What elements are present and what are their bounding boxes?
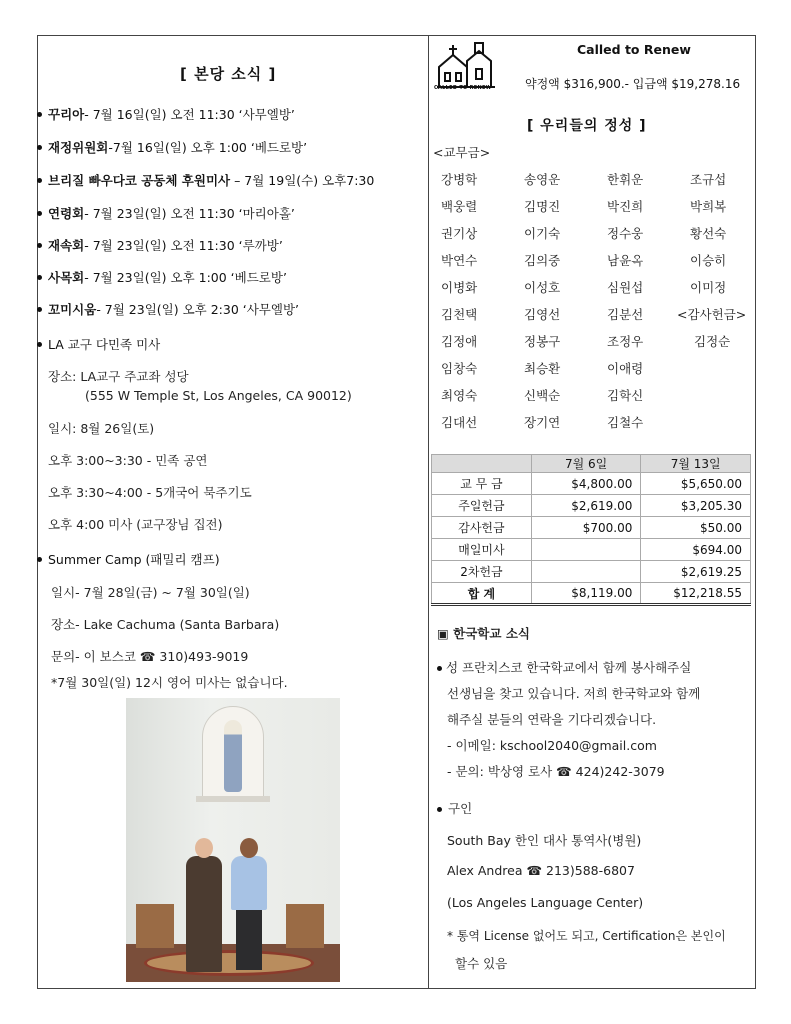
- donor-name: 이병화: [441, 280, 478, 295]
- parish-item-2: [37, 138, 307, 156]
- donor-name: 한휘운: [607, 172, 644, 187]
- donor-name: 이기숙: [524, 226, 561, 241]
- cell-value: $2,619.00: [531, 495, 641, 517]
- donor-name: 남윤옥: [607, 253, 644, 268]
- item-detail: - 7월 23일(일) 오전 11:30 ‘마리아홀’: [84, 206, 295, 221]
- cell-value: $12,218.55: [641, 583, 751, 605]
- camp-date: 일시- 7월 28일(금) ~ 7월 30일(일): [51, 585, 250, 600]
- table-row: [432, 495, 751, 517]
- mary-statue-icon: [224, 720, 242, 792]
- row-label: 매일미사: [432, 539, 532, 561]
- school-line-1-text: 성 프란치스코 한국학교에서 함께 봉사해주실: [446, 660, 692, 675]
- donor-name: 송영운: [524, 172, 561, 187]
- header-cell: 7월 6일: [531, 455, 641, 473]
- jobs-line-1: South Bay 한인 대사 통역사(병원): [447, 833, 642, 848]
- item-detail: - 7월 23일(일) 오후 2:30 ‘사무엘방’: [96, 302, 299, 317]
- la-mass-heading: [37, 335, 160, 353]
- parish-news-title: [ 본당 소식 ]: [180, 65, 277, 83]
- school-line-2: 선생님을 찾고 있습니다. 저희 한국학교와 함께: [447, 686, 701, 701]
- school-contact: - 문의: 박상영 로사 ☎ 424)242-3079: [447, 764, 665, 779]
- table-row: [432, 517, 751, 539]
- jobs-heading: [437, 799, 472, 817]
- item-name: 꼬미시움: [48, 302, 97, 317]
- parish-item-7: [37, 300, 299, 318]
- bullet-icon: [37, 112, 42, 117]
- jobs-line-3: (Los Angeles Language Center): [447, 895, 644, 910]
- cell-value: $3,205.30: [641, 495, 751, 517]
- cell-value: [531, 539, 641, 561]
- donor-name: 정봉구: [524, 334, 561, 349]
- donor-name: 김대선: [441, 415, 478, 430]
- item-name: 꾸리아: [48, 107, 85, 122]
- donor-name: 권기상: [441, 226, 478, 241]
- donor-name: 신백순: [524, 388, 561, 403]
- donor-name: 박연수: [441, 253, 478, 268]
- jobs-line-5: 할수 있음: [455, 956, 508, 971]
- offerings-column: [429, 35, 756, 989]
- parish-news-column: [37, 35, 428, 989]
- la-mass-date: 일시: 8월 26일(토): [48, 421, 155, 436]
- donor-name: 이애령: [607, 361, 644, 376]
- camp-note: *7월 30일(일) 12시 영어 미사는 없습니다.: [51, 675, 288, 690]
- parish-item-4: [37, 204, 295, 222]
- offering-title: [ 우리들의 정성 ]: [527, 118, 647, 134]
- cell-value: $4,800.00: [531, 473, 641, 495]
- donor-name: 임창숙: [441, 361, 478, 376]
- bullet-icon: [437, 807, 442, 812]
- donor-name: 이승히: [690, 253, 727, 268]
- bullet-icon: [37, 557, 42, 562]
- renew-title: Called to Renew: [577, 42, 691, 57]
- school-line-1: [437, 658, 691, 676]
- camp-contact: 문의- 이 보스코 ☎ 310)493-9019: [51, 649, 249, 664]
- cell-value: $2,619.25: [641, 561, 751, 583]
- table-row: [432, 473, 751, 495]
- cell-value: $5,650.00: [641, 473, 751, 495]
- row-label: 감사헌금: [432, 517, 532, 539]
- bullet-icon: [437, 666, 442, 671]
- camp-heading: [37, 550, 220, 568]
- donor-name: 박진희: [607, 199, 644, 214]
- la-mass-place: 장소: LA교구 주교좌 성당: [48, 369, 189, 384]
- donor-name: 김영선: [524, 307, 561, 322]
- donor-name: 백웅렬: [441, 199, 478, 214]
- renew-amounts: 약정액 $316,900.- 입금액 $19,278.16: [525, 77, 741, 91]
- parish-item-3: [37, 171, 374, 189]
- cell-value: [531, 561, 641, 583]
- table-row: [432, 561, 751, 583]
- school-heading: ▣ 한국학교 소식: [437, 626, 530, 641]
- donor-name: 김분선: [607, 307, 644, 322]
- bullet-icon: [37, 243, 42, 248]
- donor-name: 조규섭: [690, 172, 727, 187]
- camp-place: 장소- Lake Cachuma (Santa Barbara): [51, 617, 280, 632]
- donor-name: 이성호: [524, 280, 561, 295]
- donor-name: 김학신: [607, 388, 644, 403]
- bullet-icon: [37, 342, 42, 347]
- item-name: 연령회: [48, 206, 85, 221]
- donor-name: 황선숙: [690, 226, 727, 241]
- jobs-line-2: Alex Andrea ☎ 213)588-6807: [447, 863, 635, 878]
- jobs-heading-text: 구인: [448, 801, 473, 816]
- bullet-icon: [37, 307, 42, 312]
- item-name: 사목회: [48, 270, 85, 285]
- priest-figure: [186, 838, 222, 972]
- jobs-line-4: * 통역 License 없어도 되고, Certification은 본인이: [447, 929, 726, 943]
- item-detail: - 7월 16일(일) 오전 11:30 ‘사무엘방’: [84, 107, 295, 122]
- row-label: 교 무 금: [432, 473, 532, 495]
- bullet-icon: [37, 275, 42, 280]
- donor-name: 김철수: [607, 415, 644, 430]
- donor-name: 최승환: [524, 361, 561, 376]
- row-label: 합 계: [432, 583, 532, 605]
- row-label: 주일헌금: [432, 495, 532, 517]
- donor-name: 김정순: [694, 334, 731, 349]
- finance-table: [431, 454, 751, 606]
- thanks-category: <감사헌금>: [677, 307, 747, 322]
- donor-name: 정수웅: [607, 226, 644, 241]
- cell-value: $50.00: [641, 517, 751, 539]
- item-detail: - 7월 23일(일) 오후 1:00 ‘베드로방’: [84, 270, 287, 285]
- donation-category: <교무금>: [433, 145, 491, 160]
- header-cell: 7월 13일: [641, 455, 751, 473]
- donor-name: 조정우: [607, 334, 644, 349]
- table-total-row: [432, 583, 751, 605]
- bullet-icon: [37, 178, 42, 183]
- la-mass-heading-text: LA 교구 다민족 미사: [48, 337, 161, 352]
- donor-name: 이미정: [690, 280, 727, 295]
- cell-value: $694.00: [641, 539, 751, 561]
- table-header-row: [432, 455, 751, 473]
- man-figure: [230, 838, 268, 970]
- clergy-photo: [126, 698, 340, 982]
- bullet-icon: [37, 145, 42, 150]
- parish-item-5: [37, 236, 283, 254]
- donor-name: 심원섭: [607, 280, 644, 295]
- donor-name: 박희복: [690, 199, 727, 214]
- donor-name: 김의중: [524, 253, 561, 268]
- donor-name: 김명진: [524, 199, 561, 214]
- item-name: 재속회: [48, 238, 85, 253]
- parish-item-6: [37, 268, 287, 286]
- item-name: 브리질 빠우다코 공동체 후원미사: [48, 173, 231, 188]
- school-line-3: 해주실 분들의 연락을 기다리겠습니다.: [447, 712, 657, 727]
- camp-heading-text: Summer Camp (패밀리 캠프): [48, 552, 220, 567]
- item-name: 재정위원회: [48, 140, 109, 155]
- cell-value: $8,119.00: [531, 583, 641, 605]
- item-detail: - 7월 23일(일) 오전 11:30 ‘루까방’: [84, 238, 283, 253]
- donor-name: 최영숙: [441, 388, 478, 403]
- la-mass-schedule-2: 오후 3:30~4:00 - 5개국어 묵주기도: [48, 485, 252, 500]
- parish-item-1: [37, 105, 295, 123]
- item-detail: -7월 16일(일) 오후 1:00 ‘베드로방’: [108, 140, 308, 155]
- la-mass-schedule-1: 오후 3:00~3:30 - 민족 공연: [48, 453, 208, 468]
- item-detail: – 7월 19일(수) 오후7:30: [230, 173, 375, 188]
- row-label: 2차헌금: [432, 561, 532, 583]
- cell-value: $700.00: [531, 517, 641, 539]
- donor-name: 강병학: [441, 172, 478, 187]
- la-mass-schedule-3: 오후 4:00 미사 (교구장님 집전): [48, 517, 223, 532]
- la-mass-address: (555 W Temple St, Los Angeles, CA 90012): [85, 388, 352, 403]
- table-row: [432, 539, 751, 561]
- bullet-icon: [37, 211, 42, 216]
- school-email: - 이메일: kschool2040@gmail.com: [447, 738, 657, 753]
- logo-caption: CALLED TO RENEW: [434, 85, 492, 91]
- donor-name: 김정애: [441, 334, 478, 349]
- donor-name: 김천택: [441, 307, 478, 322]
- header-cell: [432, 455, 532, 473]
- donor-name: 장기연: [524, 415, 561, 430]
